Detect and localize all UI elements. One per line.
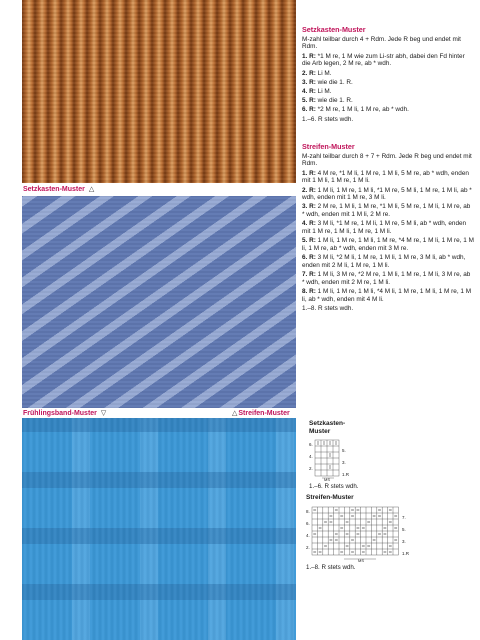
triangle-up-icon: △ bbox=[88, 186, 95, 193]
instruction-row bbox=[302, 288, 474, 303]
row-number: 5. R: bbox=[302, 97, 316, 105]
instruction-row bbox=[302, 97, 474, 105]
row-text: 1 M li, 1 M re, 1 M li, 1 M re, *4 M re, 1 M li, 1 M re, 1 M li, 1 M re, ab * wdh, enden mit 3 M re. bbox=[302, 237, 474, 252]
row-number: 8. R: bbox=[302, 287, 316, 295]
row-label: 3. bbox=[402, 538, 406, 544]
streifen-chart-grid bbox=[306, 504, 414, 562]
row-label: 1.R bbox=[402, 550, 410, 556]
streifen-chart-footer: 1.–8. R stets wdh. bbox=[306, 563, 356, 571]
instruction-row bbox=[302, 106, 474, 114]
instruction-row bbox=[302, 88, 474, 96]
row-number: 1. R: bbox=[302, 169, 316, 177]
row-label: 6. bbox=[306, 520, 310, 526]
knit-swatch-setzkasten-photo bbox=[22, 0, 296, 183]
setzkasten-chart-title bbox=[309, 420, 369, 435]
ms-label: MS bbox=[358, 557, 364, 562]
row-number: 5. R: bbox=[302, 237, 316, 245]
knit-swatch-fruehlingsband-photo bbox=[22, 196, 296, 408]
setzkasten-chart-title-line1: Setzkasten- bbox=[309, 420, 346, 427]
instruction-row bbox=[302, 187, 474, 202]
instruction-row bbox=[302, 254, 474, 269]
row-label: 2. bbox=[309, 466, 313, 471]
streifen-chart bbox=[306, 494, 414, 571]
ms-label: MS bbox=[324, 477, 330, 481]
row-text: 3 M li, *2 M li, 1 M re, 1 M li, 1 M re, 3 M li, ab * wdh, enden mit 2 M li, 1 M re, 1 M li. bbox=[302, 254, 466, 269]
instruction-row bbox=[302, 79, 474, 87]
row-number: 6. R: bbox=[302, 254, 316, 262]
setzkasten-chart-grid bbox=[309, 437, 369, 481]
caption-fruehling bbox=[23, 409, 106, 417]
row-label: 2. bbox=[306, 544, 310, 550]
row-number: 6. R: bbox=[302, 106, 316, 114]
instruction-row bbox=[302, 170, 474, 185]
setzkasten-title: Setzkasten-Muster bbox=[302, 25, 366, 34]
knit-swatch-streifen-photo bbox=[22, 418, 296, 640]
setzkasten-instructions bbox=[302, 26, 474, 125]
row-number: 2. R: bbox=[302, 186, 316, 194]
row-number: 1. R: bbox=[302, 52, 316, 60]
caption-streifen bbox=[232, 409, 290, 417]
row-label: 7. bbox=[402, 514, 406, 520]
setzkasten-chart bbox=[309, 420, 369, 490]
row-number: 2. R: bbox=[302, 69, 316, 77]
triangle-down-icon: ▽ bbox=[100, 410, 107, 417]
streifen-title: Streifen-Muster bbox=[302, 142, 355, 151]
row-number: 4. R: bbox=[302, 87, 316, 95]
instruction-row bbox=[302, 203, 474, 218]
row-number: 3. R: bbox=[302, 78, 316, 86]
setzkasten-chart-title-line2: Muster bbox=[309, 427, 331, 435]
row-text: *2 M re, 1 M li, 1 M re, ab * wdh. bbox=[317, 106, 409, 114]
setzkasten-footer: 1.–6. R stets wdh. bbox=[302, 115, 354, 123]
row-text: 2 M re, 1 M li, 1 M re, *1 M li, 5 M re, 1 M li, 1 M re, ab * wdh, enden mit 1 M li, 2 M re. bbox=[302, 203, 471, 219]
row-label: 5. bbox=[402, 526, 406, 532]
instruction-row bbox=[302, 70, 474, 78]
instruction-row bbox=[302, 53, 474, 68]
row-text: 1 M li, 3 M re, *2 M re, 1 M li, 1 M re, 1 M li, 3 M re, ab * wdh, enden mit 2 M re, 1 M li. bbox=[302, 271, 471, 286]
instruction-row bbox=[302, 271, 474, 286]
triangle-up-icon: △ bbox=[232, 410, 238, 417]
row-text: Li M. bbox=[317, 69, 332, 77]
setzkasten-rows bbox=[302, 53, 474, 114]
streifen-footer: 1.–8. R stets wdh. bbox=[302, 304, 354, 312]
row-label: 6. bbox=[309, 442, 313, 447]
row-label: 3. bbox=[342, 460, 346, 465]
caption-setzkasten bbox=[23, 185, 94, 193]
row-label: 1.R bbox=[342, 472, 350, 477]
streifen-intro: M-zahl teilbar durch 8 + 7 + Rdm. Jede R beg und endet mit Rdm. bbox=[302, 152, 472, 168]
row-number: 7. R: bbox=[302, 271, 316, 279]
row-number: 3. R: bbox=[302, 203, 316, 211]
row-number: 4. R: bbox=[302, 220, 316, 228]
instruction-row bbox=[302, 237, 474, 252]
streifen-instructions bbox=[302, 143, 474, 314]
row-text: *1 M re, 1 M wie zum Li-str abh, dabei den Fd hinter die Arb legen, 2 M re, ab * wdh. bbox=[302, 52, 465, 68]
setzkasten-intro: M-zahl teilbar durch 4 + Rdm. Jede R beg und endet mit Rdm. bbox=[302, 35, 461, 51]
row-label: 4. bbox=[306, 532, 310, 538]
row-text: Li M. bbox=[317, 87, 332, 95]
streifen-chart-title: Streifen-Muster bbox=[306, 494, 354, 501]
setzkasten-chart-footer: 1.–6. R stets wdh. bbox=[309, 483, 359, 490]
row-text: wie die 1. R. bbox=[317, 97, 353, 105]
row-text: 4 M re, *1 M li, 1 M re, 1 M li, 5 M re, ab * wdh, enden mit 1 M li, 1 M re, 1 M li. bbox=[302, 169, 469, 185]
caption-setzkasten-text: Setzkasten-Muster bbox=[23, 186, 85, 193]
row-text: 1 M li, 1 M re, 1 M li, *1 M re, 5 M li, 1 M re, 1 M li, ab * wdh, enden mit 1 M re, 3 M li. bbox=[302, 186, 472, 202]
instruction-row bbox=[302, 220, 474, 235]
row-text: 3 M li, *1 M re, 1 M li, 1 M re, 5 M li, ab * wdh, enden mit 1 M re, 1 M li, 1 M re, 1 M li. bbox=[302, 220, 467, 236]
row-text: wie die 1. R. bbox=[317, 78, 353, 86]
caption-fruehling-text: Frühlingsband-Muster bbox=[23, 410, 97, 417]
row-text: 1 M li, 1 M re, 1 M li, *4 M li, 1 M re, 1 M li, 1 M re, 1 M li, ab * wdh, enden mit 4 M li. bbox=[302, 287, 472, 303]
streifen-rows bbox=[302, 170, 474, 304]
row-label: 5. bbox=[342, 448, 346, 453]
caption-streifen-text: Streifen-Muster bbox=[238, 410, 290, 417]
row-label: 8. bbox=[306, 508, 310, 514]
row-label: 4. bbox=[309, 454, 313, 459]
